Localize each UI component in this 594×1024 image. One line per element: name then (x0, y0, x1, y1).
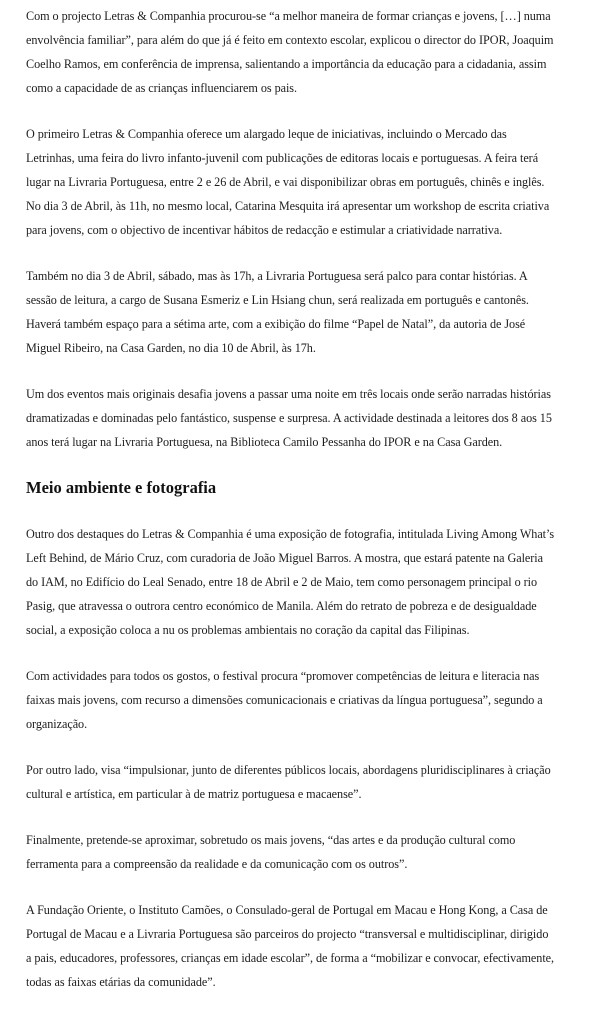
paragraph-night-event: Um dos eventos mais originais desafia jovens a passar uma noite em três locais onde serão narradas histórias dramatizadas e dominadas pelo fantástico, suspense e surpresa. A actividade destinada a leitores dos 8 aos 15 anos terá lugar na Livraria Portuguesa, na Biblioteca Camilo Pessanha do IPOR e na Casa Garden. (26, 387, 552, 449)
paragraph-storytelling (26, 264, 556, 360)
paragraph-photo-exhibition: Outro dos destaques do Letras & Companhia é uma exposição de fotografia, intitulada Living Among What’s Left Behind, de Mário Cruz, com curadoria de João Miguel Barros. A mostra, que estará patente na Galeria do IAM, no Edifício do Leal Senado, entre 18 de Abril e 2 de Maio, tem como personagem principal o rio Pasig, que atravessa o outrora centro económico de Manila. Além do retrato de pobreza e de desigualdade social, a exposição coloca a nu os problemas ambientais no coração da capital das Filipinas. (26, 527, 555, 637)
paragraph-arts-culture: Finalmente, pretende-se aproximar, sobretudo os mais jovens, “das artes e da produção cultural como ferramenta para a compreensão da realidade e da comunicação com os outros”. (26, 833, 516, 871)
paragraph-ipor-intro: Com o projecto Letras & Companhia procurou-se “a melhor maneira de formar crianças e jovens, […] numa envolvência familiar”, para além do que já é feito em contexto escolar, explicou o director do IPOR, Joaquim Coelho Ramos, em conferência de imprensa, salientando a importância da educação para a cidadania, assim como a capacidade de as crianças influenciarem os pais. (26, 9, 554, 95)
storytelling-session-text: Também no dia 3 de Abril, sábado, mas às 17h, a Livraria Portuguesa será palco para contar histórias. A sessão de leitura, a cargo de Susana Esmeriz e Lin Hsiang chun, será realizada em português e cantonês. (26, 269, 529, 307)
section-heading: Meio ambiente e fotografia (26, 478, 217, 497)
paragraph-multidisciplinary: Por outro lado, visa “impulsionar, junto de diferentes públicos locais, abordagens pluridisciplinares à criação cultural e artística, em particular à de matriz portuguesa e macaense”. (26, 763, 551, 801)
paragraph-partners: A Fundação Oriente, o Instituto Camões, o Consulado-geral de Portugal em Macau e Hong Kong, a Casa de Portugal de Macau e a Livraria Portuguesa são parceiros do projecto “transversal e multidisciplinar, dirigido a pais, educadores, professores, crianças em idade escolar”, de forma a “mobilizar e convocar, efectivamente, todas as faixas etárias da comunidade”. (26, 903, 555, 989)
film-screening-text: Haverá também espaço para a sétima arte, com a exibição do filme “Papel de Natal”, da autoria de José Miguel Ribeiro, na Casa Garden, no dia 10 de Abril, às 17h. (26, 317, 526, 355)
paragraph-program-overview: O primeiro Letras & Companhia oferece um alargado leque de iniciativas, incluindo o Mercado das Letrinhas, uma feira do livro infanto-juvenil com publicações de editoras locais e portuguesas. A feira terá lugar na Livraria Portuguesa, entre 2 e 26 de Abril, e vai disponibilizar obras em português, chinês e inglês. No dia 3 de Abril, às 11h, no mesmo local, Catarina Mesquita irá apresentar um workshop de escrita criativa para jovens, com o objectivo de incentivar hábitos de redacção e estimular a criatividade narrativa. (26, 127, 550, 237)
paragraph-festival-goals: Com actividades para todos os gostos, o festival procura “promover competências de leitura e literacia nas faixas mais jovens, com recurso a dimensões comunicacionais e criativas da língua portuguesa”, segundo a organização. (26, 669, 543, 731)
article-body (26, 4, 556, 1016)
